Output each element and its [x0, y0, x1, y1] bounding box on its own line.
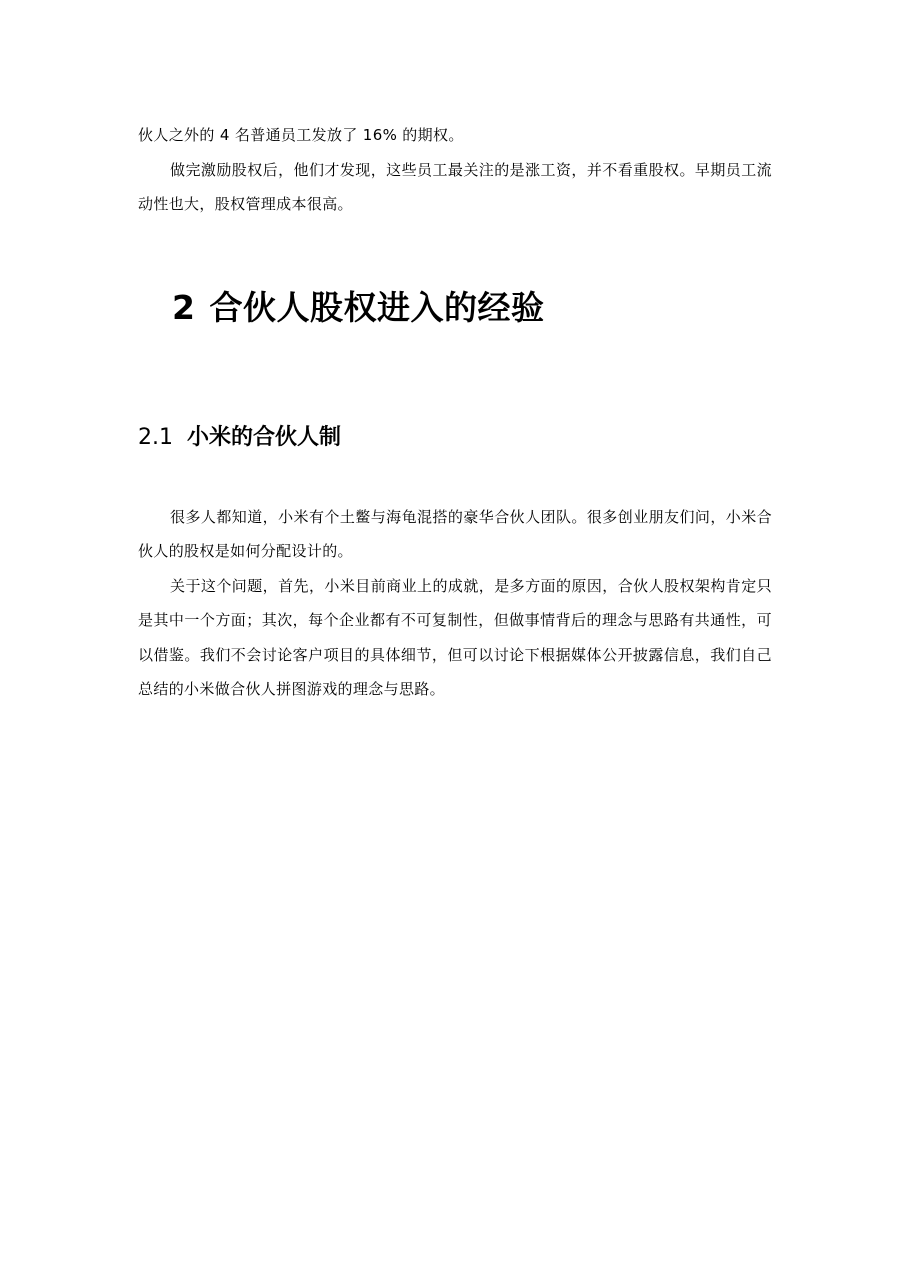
chapter-heading — [172, 284, 772, 332]
section-number: 2.1 — [138, 424, 173, 450]
section-heading — [138, 422, 772, 454]
chapter-title: 合伙人股权进入的经验 — [209, 287, 545, 327]
section-paragraph: 关于这个问题，首先，小米目前商业上的成就，是多方面的原因，合伙人股权架构肯定只是其中一个方面；其次，每个企业都有不可复制性，但做事情背后的理念与思路有共通性，可以借鉴。我们不会讨论客户项目的具体细节，但可以讨论下根据媒体公开披露信息，我们自己总结的小米做合伙人拼图游戏的理念与思路。 — [138, 576, 772, 698]
page-content — [138, 118, 772, 707]
section-paragraph: 很多人都知道，小米有个土鳖与海龟混搭的豪华合伙人团队。很多创业朋友们问，小米合伙人的股权是如何分配设计的。 — [138, 507, 772, 560]
section-title: 小米的合伙人制 — [187, 424, 342, 450]
section-body — [138, 500, 772, 707]
intro-paragraph-continued: 伙人之外的 4 名普通员工发放了 16% 的期权。 — [138, 126, 464, 144]
chapter-number: 2 — [172, 287, 196, 327]
intro-paragraph: 做完激励股权后，他们才发现，这些员工最关注的是涨工资，并不看重股权。早期员工流动性也大，股权管理成本很高。 — [138, 160, 772, 213]
